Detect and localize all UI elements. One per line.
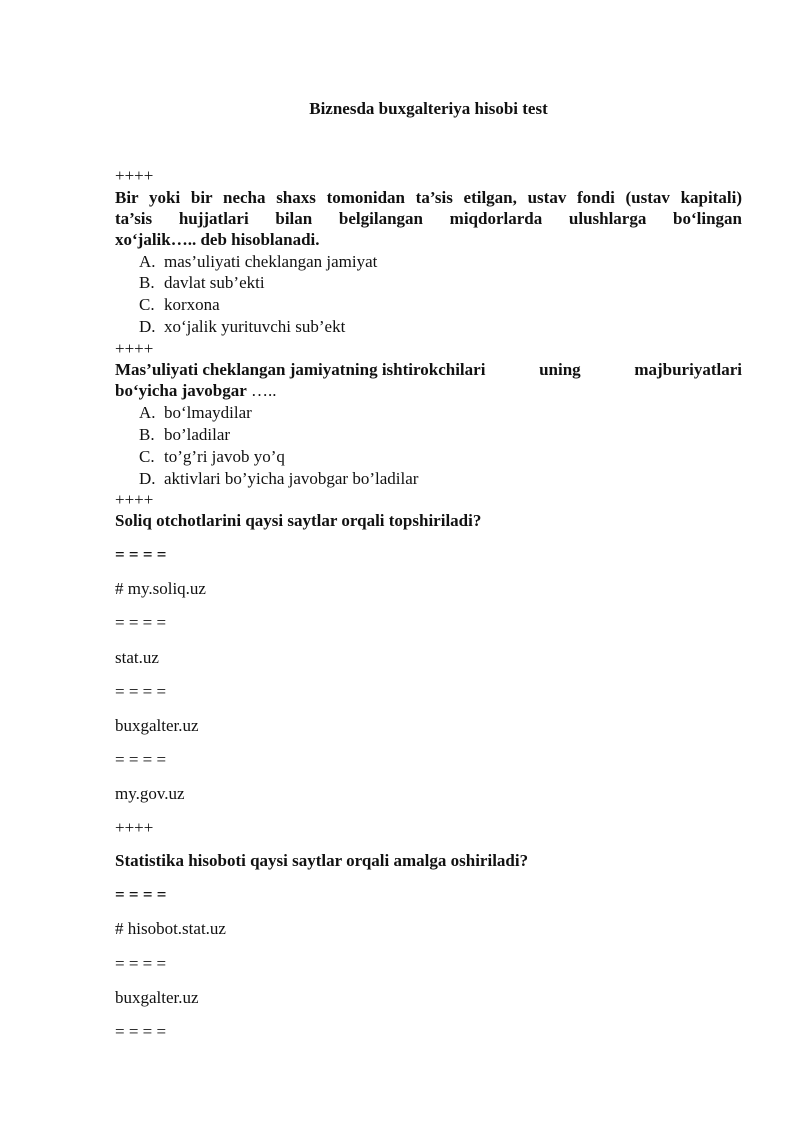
option-b: B. davlat sub’ekti bbox=[139, 273, 265, 292]
option-d: D. aktivlari bo’yicha javobgar bo’ladilar bbox=[139, 469, 419, 488]
question-1 bbox=[115, 187, 742, 250]
option-c: C. to’g’ri javob yo’q bbox=[139, 447, 285, 466]
separator-equals: = = = = bbox=[115, 885, 167, 904]
separator-equals: = = = = bbox=[115, 954, 167, 973]
separator-equals: = = = = bbox=[115, 545, 167, 564]
separator-plus: ++++ bbox=[115, 339, 154, 358]
separator-equals: = = = = bbox=[115, 613, 167, 632]
option-d: D. xo‘jalik yurituvchi sub’ekt bbox=[139, 317, 346, 336]
question-1-line-3: xo‘jalik….. deb hisoblanadi. bbox=[115, 230, 320, 249]
answer-item: # hisobot.stat.uz bbox=[115, 919, 226, 938]
option-a: A. bo‘lmaydilar bbox=[139, 403, 252, 422]
question-1-line-2: ta’sis hujjatlari bilan belgilangan miqdorlarda ulushlarga bo‘lingan bbox=[115, 209, 742, 228]
question-3: Soliq otchotlarini qaysi saytlar orqali topshiriladi? bbox=[115, 511, 482, 530]
answer-item: buxgalter.uz bbox=[115, 988, 199, 1007]
answer-item: buxgalter.uz bbox=[115, 716, 199, 735]
question-2-line-1: Mas’uliyati cheklangan jamiyatning ishtirokchilari uning majburiyatlari bbox=[115, 360, 742, 379]
option-a: A. mas’uliyati cheklangan jamiyat bbox=[139, 252, 378, 271]
separator-plus: ++++ bbox=[115, 490, 154, 509]
separator-plus: ++++ bbox=[115, 818, 154, 837]
answer-item: stat.uz bbox=[115, 648, 159, 667]
separator-equals: = = = = bbox=[115, 1022, 167, 1041]
separator-plus: ++++ bbox=[115, 166, 154, 185]
question-1-line-1: Bir yoki bir necha shaxs tomonidan ta’sis etilgan, ustav fondi (ustav kapitali) bbox=[115, 188, 742, 207]
option-b: B. bo’ladilar bbox=[139, 425, 231, 444]
option-c: C. korxona bbox=[139, 295, 220, 314]
question-2 bbox=[115, 359, 742, 401]
answer-item: my.gov.uz bbox=[115, 784, 185, 803]
question-4: Statistika hisoboti qaysi saytlar orqali amalga oshiriladi? bbox=[115, 851, 529, 870]
answer-item: # my.soliq.uz bbox=[115, 579, 206, 598]
document-title: Biznesda buxgalteriya hisobi test bbox=[309, 99, 548, 118]
question-2-line-2: bo‘yicha javobgar ….. bbox=[115, 381, 277, 400]
separator-equals: = = = = bbox=[115, 682, 167, 701]
separator-equals: = = = = bbox=[115, 750, 167, 769]
